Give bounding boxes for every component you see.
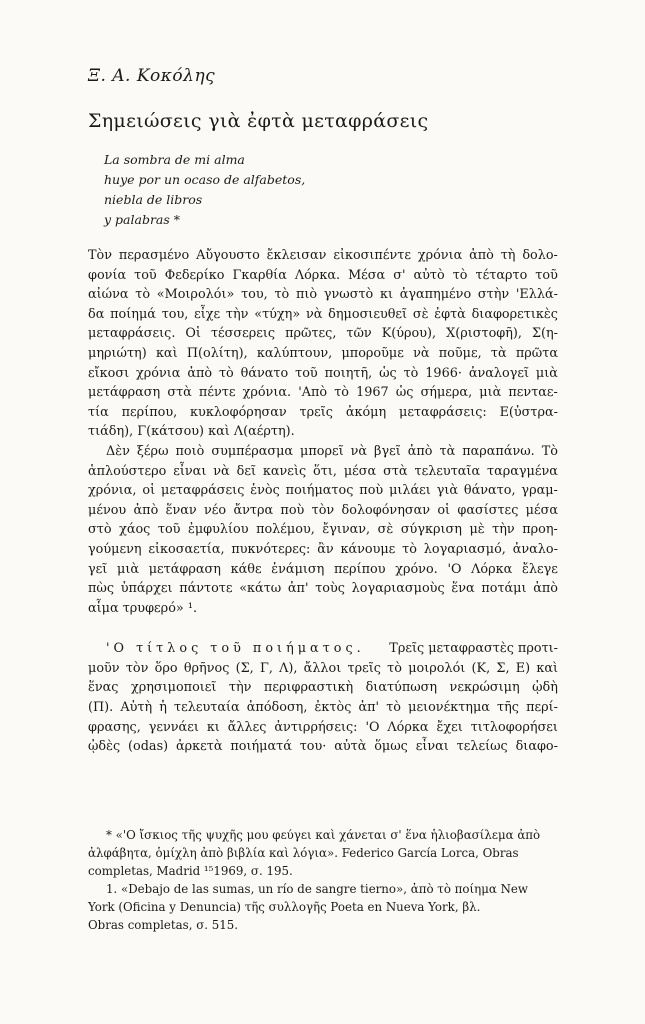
text-line	[88, 639, 558, 659]
text-line: γούμενη εἰκοσαετία, πυκνότερες: ἂν κάνουμε τὸ λογαριασμό, ἀναλο-	[88, 541, 558, 557]
epigraph	[104, 150, 305, 230]
text-line: πὼς ὑπάρχει πάντοτε «κάτω ἀπ' τοὺς λογαριασμοὺς ἕνα ποτάμι ἀπὸ	[88, 581, 558, 597]
paragraph-gap	[88, 618, 558, 639]
text-line: χρόνια, οἱ μεταφράσεις ἑνὸς ποιήματος ποὺ μιλάει γιὰ θάνατο, γραμ-	[88, 483, 558, 499]
epigraph-line: niebla de libros	[104, 192, 203, 207]
paragraph-1	[88, 246, 558, 442]
text-line: μοῦν τὸν ὅρο θρῆνος (Σ, Γ, Λ), ἄλλοι τρεῖς τὸ μοιρολόι (Κ, Σ, Ε) καὶ	[88, 660, 558, 676]
text-line: μένου ἀπὸ ἕναν νέο ἄντρα ποὺ τὸν δολοφόνησαν οἱ φασίστες μέσα	[88, 502, 558, 518]
author-name: Ξ. Α. Κοκόλης	[88, 66, 216, 86]
epigraph-line: y palabras *	[104, 212, 181, 227]
article-title: Σημειώσεις γιὰ ἐφτὰ μεταφράσεις	[88, 110, 429, 132]
text-line: ἕνας χρησιμοποιεῖ τὴν περιφραστικὴ διατύπωση νεκρώσιμη ᾠδὴ	[88, 680, 558, 696]
article-body	[88, 246, 558, 757]
footnote-line: 1. «Debajo de las sumas, un río de sangre tierno», ἀπὸ τὸ ποίημα New	[106, 882, 529, 896]
text-fragment: Τρεῖς μεταφραστὲς προτι-	[389, 641, 558, 657]
paragraph-2	[88, 442, 558, 618]
text-line: αἰώνα τὸ «Μοιρολόι» του, τὸ πιὸ γνωστὸ κι ἀγαπημένο στὴν 'Ελλά-	[88, 287, 558, 303]
section-heading: 'Ο τίτλος τοῦ ποιήματος.	[106, 641, 365, 657]
text-line: ᾠδὲς (odas) ἀρκετὰ ποιήματά του· αὐτὰ ὅμως εἶναι τελείως διαφο-	[88, 739, 558, 755]
text-line: μετάφραση στὰ πέντε χρόνια. 'Απὸ τὸ 1967 ὡς σήμερα, μιὰ πενταε-	[88, 385, 558, 401]
text-line: τιάδη), Γ(κάτσου) καὶ Λ(αέρτη).	[88, 424, 295, 440]
epigraph-line: La sombra de mi alma	[104, 152, 245, 167]
text-line: μεταφράσεις. Οἱ τέσσερεις πρῶτες, τῶν Κ(ύρου), Χ(ριστοφῆ), Σ(η-	[88, 326, 558, 342]
epigraph-line: huye por un ocaso de alfabetos,	[104, 172, 306, 187]
text-line: ἁπλούστερο εἶναι νὰ δεῖ κανεὶς ὅτι, μέσα στὰ τελευταῖα ταραγμένα	[88, 463, 558, 479]
text-line: μηριώτη) καὶ Π(ολίτη), καλύπτουν, μποροῦμε νὰ ποῦμε, τὰ πρῶτα	[88, 345, 558, 361]
text-line: στὸ χάος τοῦ ἐμφυλίου πολέμου, ἔγιναν, σὲ σύγκριση μὲ τὴν προη-	[88, 522, 558, 538]
footnote-line: York (Oficina y Denuncia) τῆς συλλογῆς Poeta en Nueva York, βλ.	[88, 900, 481, 914]
text-line: Δὲν ξέρω ποιὸ συμπέρασμα μπορεῖ νὰ βγεῖ ἀπὸ τὰ παραπάνω. Τὸ	[106, 443, 558, 459]
text-line: φονία τοῦ Φεδερίκο Γκαρθία Λόρκα. Μέσα σ' αὐτὸ τὸ τέταρτο τοῦ	[88, 267, 558, 283]
text-line: γεῖ μιὰ μετάφραση κάθε ἑνάμιση περίπου χρόνο. 'Ο Λόρκα ἔλεγε	[88, 561, 558, 577]
footnotes	[88, 826, 558, 934]
text-line: φρασης, γεννάει κι ἄλλες ἀντιρρήσεις: 'Ο Λόρκα ἔχει τιτλοφορήσει	[88, 719, 558, 735]
footnote-line: ἀλφάβητα, ὁμίχλη ἀπὸ βιβλία καὶ λόγια». Federico García Lorca, Obras	[88, 846, 519, 860]
footnote-line: completas, Madrid ¹⁵1969, σ. 195.	[88, 864, 293, 878]
text-line: εἴκοσι χρόνια ἀπὸ τὸ θάνατο τοῦ ποιητῆ, ὡς τὸ 1966· ἀναλογεῖ μιὰ	[88, 365, 558, 381]
text-line: τία περίπου, κυκλοφόρησαν τρεῖς ἀκόμη μεταφράσεις: Ε(ὐστρα-	[88, 404, 558, 420]
text-line: δα ποίημά του, εἶχε τὴν «τύχη» νὰ δημοσιευθεῖ σὲ ἐφτὰ διαφορετικὲς	[88, 306, 558, 322]
paragraph-3	[88, 639, 558, 757]
footnote-line: * «'Ο ἴσκιος τῆς ψυχῆς μου φεύγει καὶ χάνεται σ' ἕνα ἡλιοβασίλεμα ἀπὸ	[106, 828, 541, 842]
text-line: Τὸν περασμένο Αὔγουστο ἔκλεισαν εἰκοσιπέντε χρόνια ἀπὸ τὴ δολο-	[88, 248, 558, 263]
text-line: (Π). Αὐτὴ ἡ τελευταία ἀπόδοση, ἐκτὸς ἀπ' τὸ μειονέκτημα τῆς περί-	[88, 700, 558, 716]
footnote-line: Obras completas, σ. 515.	[88, 918, 239, 932]
text-line: αἷμα τρυφερό» ¹.	[88, 600, 198, 616]
